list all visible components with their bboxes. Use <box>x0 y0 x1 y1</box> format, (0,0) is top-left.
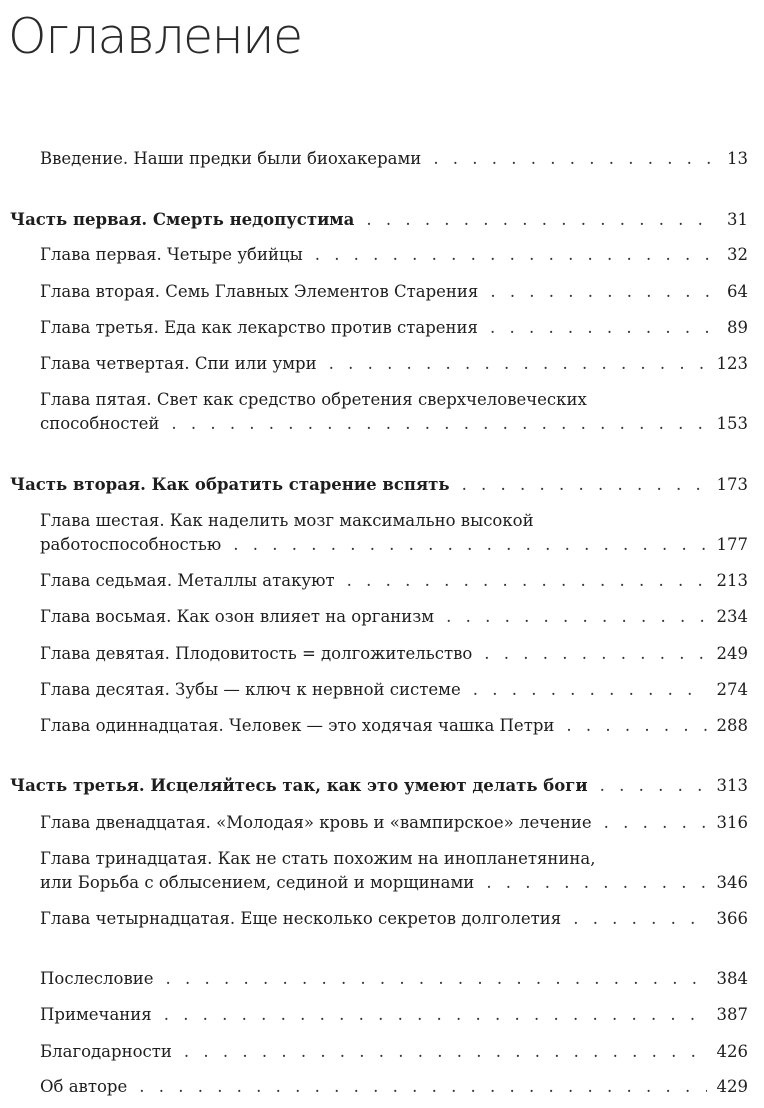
toc-entry-afterword[interactable] <box>40 967 748 991</box>
toc-page-number: 31 <box>727 210 748 229</box>
toc-page-number: 387 <box>716 1005 748 1024</box>
toc-entry-intro[interactable] <box>40 147 748 171</box>
dot-leader <box>490 316 717 340</box>
dot-leader <box>347 569 707 593</box>
toc-entry-label: Глава первая. Четыре убийцы <box>40 245 303 264</box>
toc-page-number: 64 <box>727 282 748 301</box>
dot-leader <box>484 642 706 666</box>
toc-entry-chapter-1[interactable] <box>40 243 748 267</box>
dot-leader <box>486 871 706 895</box>
toc-page-number: 366 <box>716 909 748 928</box>
toc-entry-chapter-10[interactable] <box>40 678 748 702</box>
toc-entry-acknowledgements[interactable] <box>40 1040 748 1064</box>
dot-leader <box>446 605 706 629</box>
dot-leader <box>166 967 707 991</box>
dot-leader <box>171 412 706 436</box>
toc-entry-chapter-8[interactable] <box>40 605 748 629</box>
dot-leader <box>566 714 706 738</box>
toc-entry-chapter-12[interactable] <box>40 811 748 835</box>
toc-page-number: 384 <box>716 969 748 988</box>
dot-leader <box>573 907 706 931</box>
toc-page-number: 288 <box>716 716 748 735</box>
toc-page-number: 213 <box>716 571 748 590</box>
toc-entry-label: Послесловие <box>40 969 154 988</box>
toc-page-number: 89 <box>727 318 748 337</box>
toc-entry-label: Глава восьмая. Как озон влияет на организм <box>40 607 435 626</box>
toc-entry-notes[interactable] <box>40 1003 748 1027</box>
toc-entry-label: Глава третья. Еда как лекарство против старения <box>40 318 478 337</box>
toc-entry-chapter-4[interactable] <box>40 352 748 376</box>
toc-entry-chapter-3[interactable] <box>40 316 748 340</box>
toc-page-number: 173 <box>716 475 748 494</box>
toc-entry-label: Введение. Наши предки были биохакерами <box>40 149 422 168</box>
toc-entry-label: Благодарности <box>40 1042 172 1061</box>
dot-leader <box>366 208 717 232</box>
toc-entry-label: Глава четвертая. Спи или умри <box>40 354 317 373</box>
toc-entry-label-line1: Глава тринадцатая. Как не стать похожим на инопланетянина, <box>40 849 596 868</box>
toc-entry-label: Об авторе <box>40 1077 128 1096</box>
toc-entry-chapter-2[interactable] <box>40 280 748 304</box>
toc-part-2[interactable] <box>10 473 748 497</box>
toc-entry-label-line1: Глава пятая. Свет как средство обретения сверхчеловеческих <box>40 390 587 409</box>
toc-page-number: 123 <box>716 354 748 373</box>
toc-page-number: 274 <box>716 680 748 699</box>
toc-entry-label: работоспособностью <box>40 535 222 554</box>
toc-page-number: 316 <box>716 813 748 832</box>
toc-part-label: Часть первая. Смерть недопустима <box>10 210 355 229</box>
dot-leader <box>600 774 707 798</box>
toc-part-label: Часть третья. Исцеляйтесь так, как это умеют делать боги <box>10 776 588 795</box>
toc-entry-label: Глава вторая. Семь Главных Элементов Старения <box>40 282 479 301</box>
toc-entry-chapter-9[interactable] <box>40 642 748 666</box>
dot-leader <box>490 280 717 304</box>
page-title: Оглавление <box>8 8 302 65</box>
dot-leader <box>433 147 717 171</box>
dot-leader <box>164 1003 707 1027</box>
toc-page-number: 13 <box>727 149 748 168</box>
toc-entry-label: Глава десятая. Зубы — ключ к нервной системе <box>40 680 461 699</box>
toc-entry-label: Глава девятая. Плодовитость = долгожительство <box>40 644 473 663</box>
dot-leader <box>184 1040 707 1064</box>
toc-entry-chapter-6[interactable] <box>40 509 748 557</box>
toc-entry-label: способностей <box>40 414 160 433</box>
toc-entry-chapter-5[interactable] <box>40 388 748 436</box>
toc-entry-chapter-13[interactable] <box>40 847 748 895</box>
toc-page-number: 249 <box>716 644 748 663</box>
toc-entry-chapter-11[interactable] <box>40 714 748 738</box>
toc-part-3[interactable] <box>10 774 748 798</box>
toc-page-number: 429 <box>716 1077 748 1096</box>
toc-entry-label: Примечания <box>40 1005 152 1024</box>
toc-entry-chapter-7[interactable] <box>40 569 748 593</box>
toc-page-number: 346 <box>716 873 748 892</box>
dot-leader <box>315 243 717 267</box>
toc-entry-label: Глава двенадцатая. «Молодая» кровь и «вампирское» лечение <box>40 813 592 832</box>
toc-entry-label: или Борьба с облысением, сединой и морщинами <box>40 873 475 892</box>
toc-entry-chapter-14[interactable] <box>40 907 748 931</box>
toc-page-number: 32 <box>727 245 748 264</box>
toc-page-number: 234 <box>716 607 748 626</box>
toc-page-number: 313 <box>716 776 748 795</box>
toc-entry-label: Глава одиннадцатая. Человек — это ходячая чашка Петри <box>40 716 555 735</box>
toc-part-label: Часть вторая. Как обратить старение вспять <box>10 475 450 494</box>
toc-entry-about-author[interactable] <box>40 1075 748 1099</box>
dot-leader <box>233 533 706 557</box>
toc-page-number: 177 <box>716 535 748 554</box>
dot-leader <box>473 678 707 702</box>
toc-page-number: 426 <box>716 1042 748 1061</box>
dot-leader <box>604 811 707 835</box>
dot-leader <box>329 352 707 376</box>
toc-page-number: 153 <box>716 414 748 433</box>
toc-entry-label: Глава четырнадцатая. Еще несколько секретов долголетия <box>40 909 562 928</box>
dot-leader <box>139 1075 706 1099</box>
toc-entry-label-line1: Глава шестая. Как наделить мозг максимально высокой <box>40 511 534 530</box>
dot-leader <box>462 473 707 497</box>
toc-part-1[interactable] <box>10 208 748 232</box>
toc-entry-label: Глава седьмая. Металлы атакуют <box>40 571 335 590</box>
